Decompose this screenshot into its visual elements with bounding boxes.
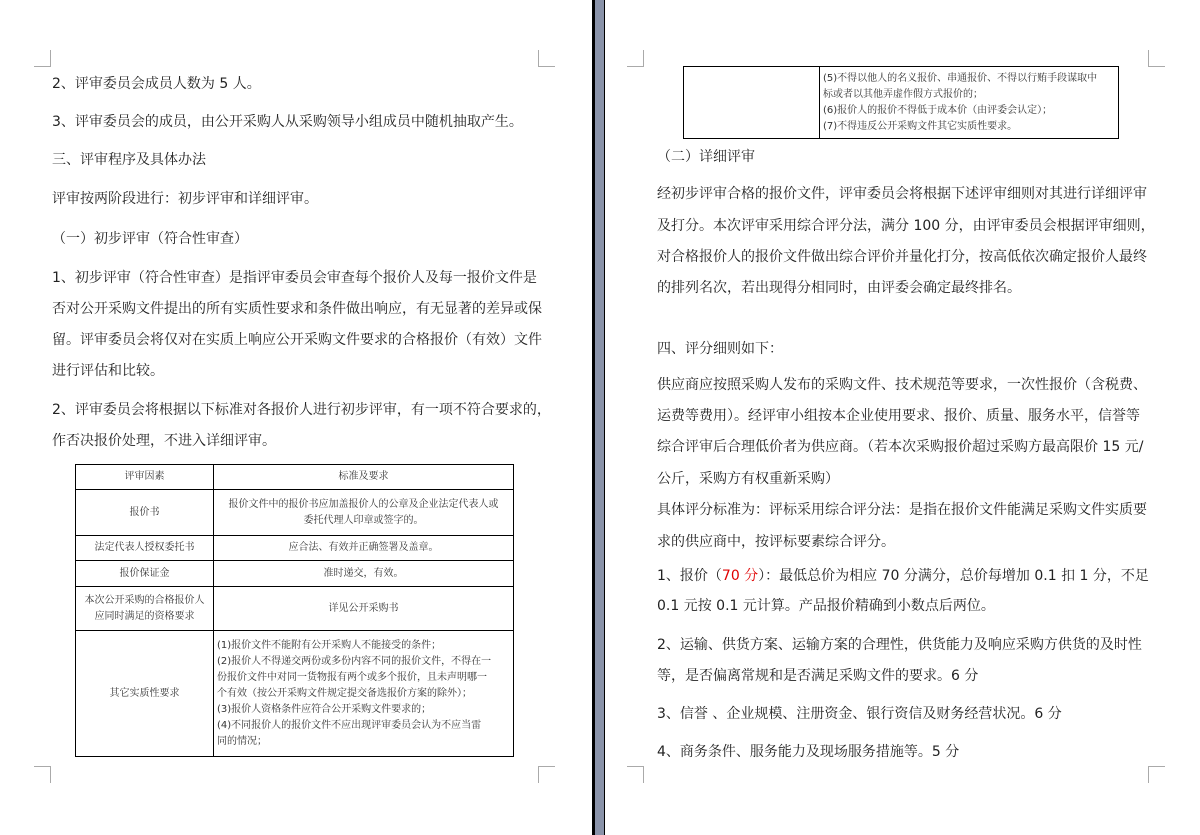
table-header: 评审因素 xyxy=(76,465,214,490)
text-line: （二）详细评审 xyxy=(657,149,755,165)
cell-line: 报价书 xyxy=(129,506,160,518)
cell-line: 应同时满足的资格要求 xyxy=(94,610,195,622)
text-line: 否对公开采购文件提出的所有实质性要求和条件做出响应，有无显著的差异或保 xyxy=(52,301,542,317)
text-line: 及打分。本次评审采用综合评分法，满分 100 分，由评审委员会根据评审细则， xyxy=(657,218,1155,234)
cell-line: 其它实质性要求 xyxy=(109,687,180,699)
table-cell-requirement xyxy=(214,587,514,631)
text-line: 评审按两阶段进行：初步评审和详细评审。 xyxy=(52,191,318,207)
table-header: 标准及要求 xyxy=(214,465,514,490)
corner-mark xyxy=(538,50,555,67)
evaluation-table xyxy=(75,464,514,757)
cell-line: (1)报价文件不能附有公开采购人不能接受的条件； xyxy=(217,639,442,651)
table-cell-factor xyxy=(76,536,214,561)
corner-mark xyxy=(538,766,555,783)
cell-line: 法定代表人授权委托书 xyxy=(94,542,195,553)
table-cell-empty xyxy=(684,67,820,139)
text-line: （一）初步评审（符合性审查） xyxy=(52,231,248,247)
table-cell-factor xyxy=(76,631,214,757)
text: 1、报价（ xyxy=(657,568,722,584)
cell-line: 准时递交，有效。 xyxy=(323,567,404,579)
price-score-line xyxy=(657,567,1149,585)
text-line: 运费等费用）。经评审小组按本企业使用要求、报价、质量、服务水平，信誉等 xyxy=(657,408,1140,424)
evaluation-table-continued xyxy=(683,66,1119,139)
text-line: 留。评审委员会将仅对在实质上响应公开采购文件要求的合格报价（有效）文件 xyxy=(52,332,542,348)
corner-mark xyxy=(34,50,51,67)
text-line: 四、评分细则如下： xyxy=(657,341,783,357)
text-line: 4、商务条件、服务能力及现场服务措施等。5 分 xyxy=(657,744,960,760)
table-cell-requirement xyxy=(214,536,514,561)
text-line: 供应商应按照采购人发布的采购文件、技术规范等要求，一次性报价（含税费、 xyxy=(657,377,1147,393)
text-line: 0.1 元按 0.1 元计算。产品报价精确到小数点后两位。 xyxy=(657,598,995,614)
document-page-left xyxy=(0,0,592,835)
text-line: 2、评审委员会将根据以下标准对各报价人进行初步评审，有一项不符合要求的， xyxy=(52,402,551,418)
table-cell-requirement xyxy=(820,67,1119,139)
text-line: 三、评审程序及具体办法 xyxy=(52,152,206,168)
cell-line: 应合法、有效并正确签署及盖章。 xyxy=(288,542,439,553)
text-line: 具体评分标准为：评标采用综合评分法：是指在报价文件能满足采购文件实质要 xyxy=(657,502,1147,518)
text-line: 综合评审后合理低价者为供应商。（若本次采购报价超过采购方最高限价 15 元/ xyxy=(657,439,1144,455)
cell-line: (7)不得违反公开采购文件其它实质性要求。 xyxy=(823,120,1018,132)
text: ）：最低总价为相应 70 分满分，总价每增加 0.1 扣 1 分，不足 xyxy=(758,568,1149,584)
table-cell-factor xyxy=(76,490,214,536)
corner-mark xyxy=(627,50,644,67)
cell-line: (6)报价人的报价不得低于成本价（由评委会认定）； xyxy=(823,104,1053,116)
cell-line: 本次公开采购的合格报价人 xyxy=(84,594,205,606)
cell-line: 标或者以其他弄虚作假方式报价的； xyxy=(823,88,983,100)
text-line: 经初步评审合格的报价文件，评审委员会将根据下述评审细则对其进行详细评审 xyxy=(657,186,1147,202)
table-cell-requirement xyxy=(214,561,514,587)
cell-line: (4)不同报价人的报价文件不应出现评审委员会认为不应当雷 xyxy=(217,719,482,731)
text-line: 2、运输、供货方案、运输方案的合理性，供货能力及响应采购方供货的及时性 xyxy=(657,637,1142,653)
text-line: 进行评估和比较。 xyxy=(52,363,164,379)
cell-line: 报价保证金 xyxy=(119,567,170,579)
cell-line: (2)报价人不得递交两份或多份内容不同的报价文件，不得在一 xyxy=(217,655,492,667)
table-cell-requirement xyxy=(214,631,514,757)
table-row xyxy=(76,631,514,757)
corner-mark xyxy=(1148,766,1165,783)
table-cell-requirement xyxy=(214,490,514,536)
table-row xyxy=(76,490,514,536)
corner-mark xyxy=(627,766,644,783)
price-score-highlight: 70 分 xyxy=(721,568,759,584)
cell-line: 份报价文件中对同一货物报有两个或多个报价，且未声明哪一 xyxy=(217,671,487,683)
text-line: 3、评审委员会的成员，由公开采购人从采购领导小组成员中随机抽取产生。 xyxy=(52,114,523,130)
text-line: 1、初步评审（符合性审查）是指评审委员会审查每个报价人及每一报价文件是 xyxy=(52,270,537,286)
document-page-right xyxy=(605,0,1200,835)
text-line: 3、信誉 、企业规模、注册资金、银行资信及财务经营状况。6 分 xyxy=(657,706,1062,722)
page-gutter xyxy=(592,0,605,835)
table-cell-factor xyxy=(76,587,214,631)
table-row xyxy=(76,561,514,587)
text-line: 2、评审委员会成员人数为 5 人。 xyxy=(52,76,261,92)
text-line: 作否决报价处理，不进入详细评审。 xyxy=(52,433,276,449)
cell-line: 详见公开采购书 xyxy=(328,602,399,614)
cell-line: 同的情况； xyxy=(217,735,267,747)
cell-line: (3)报价人资格条件应符合公开采购文件要求的； xyxy=(217,703,432,715)
table-row xyxy=(76,536,514,561)
text-line: 等，是否偏离常规和是否满足采购文件的要求。6 分 xyxy=(657,668,979,684)
text-line: 对合格报价人的报价文件做出综合评价并量化打分，按高低依次确定报价人最终 xyxy=(657,249,1147,265)
corner-mark xyxy=(1148,50,1165,67)
cell-line: 报价文件中的报价书应加盖报价人的公章及企业法定代表人或 xyxy=(228,498,499,510)
text-line: 的排列名次，若出现得分相同时，由评委会确定最终排名。 xyxy=(657,280,1021,296)
table-row xyxy=(76,587,514,631)
cell-line: (5)不得以他人的名义报价、串通报价、不得以行贿手段谋取中 xyxy=(823,72,1098,84)
cell-line: 委托代理人印章或签字的。 xyxy=(303,514,424,526)
table-cell-factor xyxy=(76,561,214,587)
cell-line: 个有效（按公开采购文件规定提交备选报价方案的除外）； xyxy=(217,687,472,699)
text-line: 求的供应商中，按评标要素综合评分。 xyxy=(657,534,895,550)
text-line: 公斤，采购方有权重新采购） xyxy=(657,471,839,487)
corner-mark xyxy=(34,766,51,783)
